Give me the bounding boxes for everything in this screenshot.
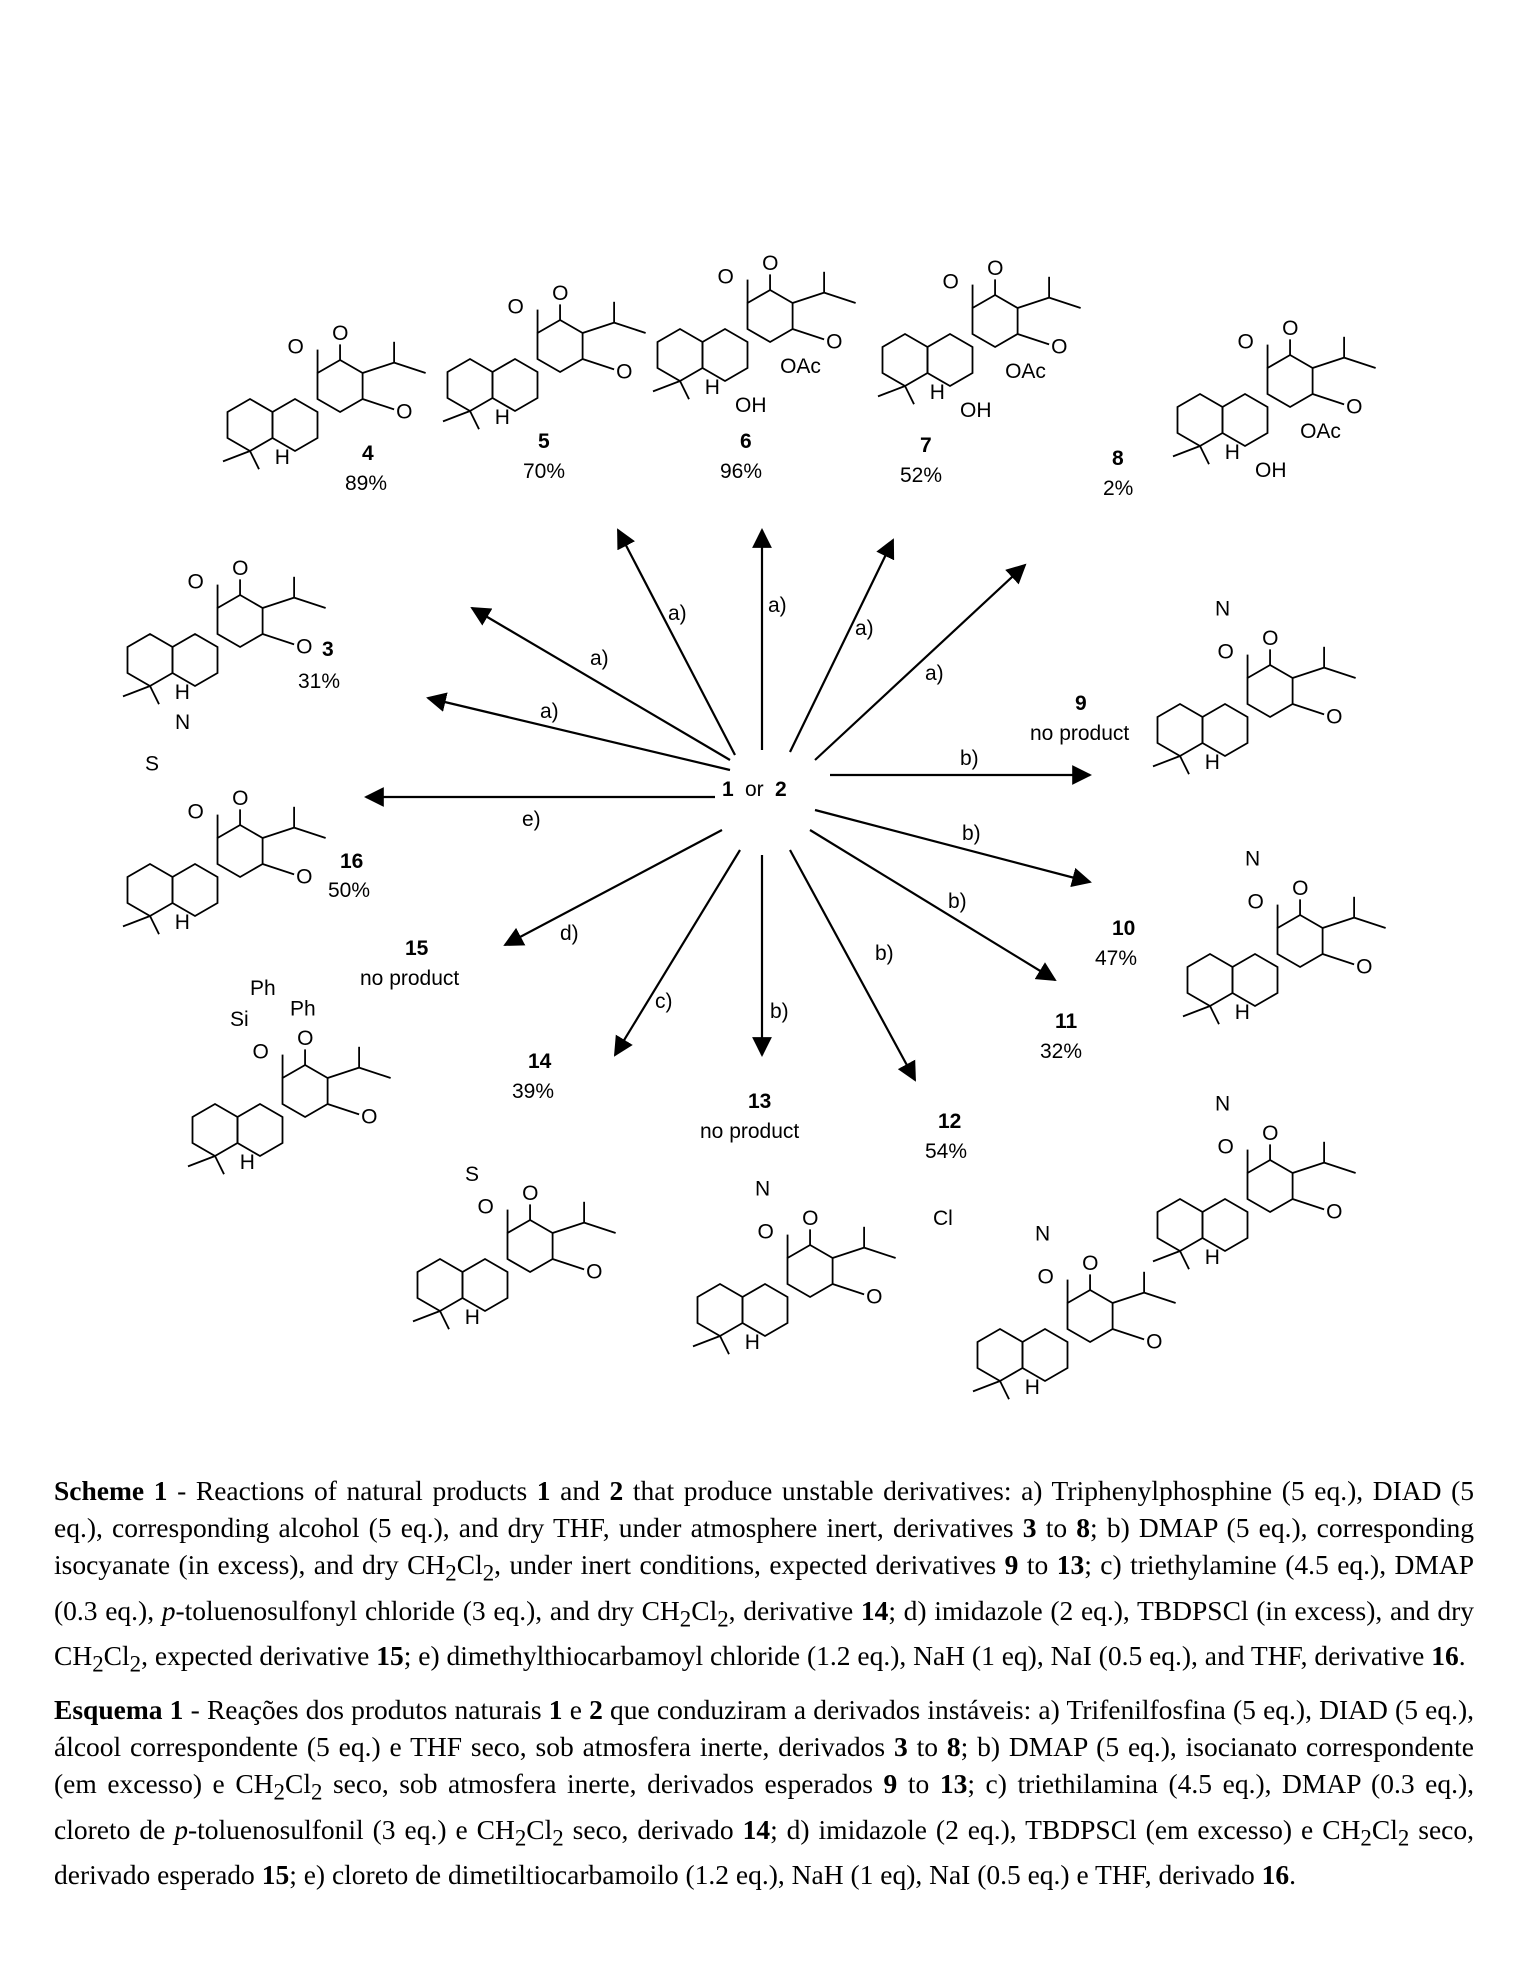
oxygen-label: O xyxy=(297,1026,314,1050)
nitrogen-label: N xyxy=(1245,847,1261,871)
label-16 xyxy=(328,850,370,902)
oxygen-label: O xyxy=(616,360,633,384)
svg-text:96%: 96% xyxy=(720,460,763,483)
phenyl-label: Ph xyxy=(290,997,316,1021)
hydrogen-label: H xyxy=(174,681,190,704)
sulfur-label: S xyxy=(465,1163,480,1186)
svg-text:13: 13 xyxy=(748,1090,772,1113)
structure-12 xyxy=(933,1207,1176,1399)
svg-text:10: 10 xyxy=(1112,917,1136,940)
nitrogen-label: N xyxy=(1215,1092,1231,1116)
nitrogen-label: N xyxy=(1035,1222,1051,1246)
reagent-labels xyxy=(522,594,981,1023)
arrow-to-8 xyxy=(815,565,1025,760)
label-12 xyxy=(925,1110,967,1163)
sulfur-label: S xyxy=(145,752,160,776)
oxygen-label: O xyxy=(1346,395,1363,419)
hydrogen-label: H xyxy=(174,911,190,934)
oxygen-label: O xyxy=(232,556,249,580)
oxygen-label: O xyxy=(866,1285,883,1309)
nitrogen-label: N xyxy=(755,1177,771,1201)
svg-text:7: 7 xyxy=(920,434,932,457)
chlorine-label: Cl xyxy=(932,1207,953,1230)
arrow-to-14 xyxy=(615,850,740,1055)
svg-text:52%: 52% xyxy=(900,464,943,487)
oxygen-label: O xyxy=(1326,705,1343,729)
svg-text:4: 4 xyxy=(362,442,374,465)
svg-text:5: 5 xyxy=(538,430,550,453)
caption-portuguese: Esquema 1 - Reações dos produtos naturais 1 e 2 que conduziram a derivados instáveis: a) Trifenilfosfina (5 eq.), DIAD (5 eq.), álcool correspondente (5 eq.) e THF seco, sob atmosfera inerte, derivados 3 to 8; b) DMAP (5 eq.), isocianato correspondente (em excesso) e $CH_2Cl_2$ seco, sob atmosfera inerte, derivados esperados 9 to 13; c) triethilamina (4.5 eq.), DMAP (0.3 eq.), cloreto de p-toluenosulfonil (3 eq.) e $CH_2Cl_2$ seco, derivado 14; d) imidazole (2 eq.), TBDPSCl (em excesso) e $CH_2Cl_2$ seco, derivado esperado 15; e) cloreto de dimetiltiocarbamoilo (1.2 eq.), NaH (1 eq), NaI (0.5 eq.) e THF, derivado 16. xyxy=(54,1694,1475,1890)
svg-text:16: 16 xyxy=(340,850,364,873)
arrow-to-12 xyxy=(790,850,915,1080)
oxygen-label: O xyxy=(1326,1200,1343,1224)
oxygen-label: O xyxy=(232,786,249,810)
acetate-label: OAc xyxy=(1300,420,1341,444)
svg-text:12: 12 xyxy=(938,1110,962,1133)
oxygen-label: O xyxy=(1292,876,1309,900)
structure-9 xyxy=(1153,598,1356,775)
nitrogen-label: N xyxy=(175,710,191,734)
svg-text:2%: 2% xyxy=(1103,477,1134,500)
structure-7 xyxy=(878,257,1081,422)
svg-text:15: 15 xyxy=(405,937,429,960)
hydrogen-label: H xyxy=(274,446,290,469)
svg-text:9: 9 xyxy=(1075,692,1087,715)
oxygen-label: O xyxy=(522,1181,539,1205)
svg-text:50%: 50% xyxy=(328,879,371,902)
oxygen-label: O xyxy=(1262,626,1279,650)
oxygen-label: O xyxy=(942,270,959,294)
acetate-label: OAc xyxy=(780,355,821,379)
structure-4 xyxy=(223,322,426,469)
svg-text:b): b) xyxy=(960,747,979,770)
oxygen-label: O xyxy=(187,570,204,594)
caption-english: Scheme 1 - Reactions of natural products 1 and 2 that produce unstable derivatives: a) Triphenylphosphine (5 eq.), DIAD (5 eq.), corresponding alcohol (5 eq.), and dry THF, under atmosphere inert, derivatives 3 to 8; b) DMAP (5 eq.), corresponding isocyanate (in excess), and dry $CH_2Cl_2$, under inert conditions, expected derivatives 9 to 13; c) triethylamine (4.5 eq.), DMAP (0.3 eq.), p-toluenosulfonyl chloride (3 eq.), and dry $CH_2Cl_2$, derivative 14; d) imidazole (2 eq.), TBDPSCl (in excess), and dry $CH_2Cl_2$, expected derivative 15; e) dimethylthiocarbamoyl chloride (1.2 eq.), NaH (1 eq), NaI (0.5 eq.), and THF, derivative 16. xyxy=(54,1475,1474,1677)
svg-text:31%: 31% xyxy=(298,670,341,693)
oxygen-label: O xyxy=(332,321,349,345)
svg-text:c): c) xyxy=(655,990,673,1013)
oxygen-label: O xyxy=(757,1220,774,1244)
svg-text:1: 1 xyxy=(722,778,734,801)
arrow-to-7 xyxy=(790,540,893,752)
oxygen-label: O xyxy=(987,256,1004,280)
oxygen-label: O xyxy=(1037,1265,1054,1289)
silicon-label: Si xyxy=(230,1008,249,1031)
oxygen-label: O xyxy=(762,251,779,275)
svg-text:8: 8 xyxy=(1112,447,1124,470)
hydrogen-label: H xyxy=(744,1331,760,1354)
oxygen-label: O xyxy=(1217,640,1234,664)
acetate-label: OAc xyxy=(1005,360,1046,384)
structure-3 xyxy=(123,557,326,704)
hydrogen-label: H xyxy=(239,1151,255,1174)
svg-text:70%: 70% xyxy=(523,460,566,483)
svg-text:no product: no product xyxy=(700,1120,800,1143)
oxygen-label: O xyxy=(287,335,304,359)
label-10 xyxy=(1095,917,1137,970)
oxygen-label: O xyxy=(826,330,843,354)
hydrogen-label: H xyxy=(494,406,510,429)
svg-text:39%: 39% xyxy=(512,1080,555,1103)
structure-11 xyxy=(1153,1093,1356,1270)
oxygen-label: O xyxy=(507,295,524,319)
hydrogen-label: H xyxy=(464,1306,480,1329)
arrow-to-15 xyxy=(505,830,722,945)
hydrogen-label: H xyxy=(1224,441,1240,464)
svg-text:14: 14 xyxy=(528,1050,552,1073)
structure-8 xyxy=(1173,317,1376,482)
oxygen-label: O xyxy=(586,1260,603,1284)
chemical-structures xyxy=(123,252,1386,1399)
hydroxyl-label: OH xyxy=(735,394,767,418)
arrow-to-11 xyxy=(810,830,1055,980)
oxygen-label: O xyxy=(296,865,313,889)
oxygen-label: O xyxy=(1237,330,1254,354)
svg-text:3: 3 xyxy=(322,638,334,661)
label-14 xyxy=(512,1050,554,1103)
nitrogen-label: N xyxy=(1215,597,1231,621)
svg-text:11: 11 xyxy=(1055,1010,1078,1033)
svg-text:54%: 54% xyxy=(925,1140,968,1163)
hydrogen-label: H xyxy=(1234,1001,1250,1024)
label-11 xyxy=(1040,1010,1082,1063)
svg-text:89%: 89% xyxy=(345,472,388,495)
svg-text:47%: 47% xyxy=(1095,947,1138,970)
label-8 xyxy=(1103,447,1133,500)
svg-text:a): a) xyxy=(590,647,609,670)
svg-text:2: 2 xyxy=(775,778,787,801)
hydrogen-label: H xyxy=(1204,751,1220,774)
label-13 xyxy=(700,1090,799,1143)
label-6 xyxy=(720,430,762,483)
hydrogen-label: H xyxy=(1024,1376,1040,1399)
structure-14 xyxy=(413,1163,616,1329)
svg-text:a): a) xyxy=(855,617,874,640)
svg-text:no product: no product xyxy=(1030,722,1130,745)
center-label xyxy=(722,778,787,801)
phenyl-label: Ph xyxy=(250,976,276,1000)
arrow-to-4 xyxy=(472,608,730,760)
svg-text:b): b) xyxy=(875,942,894,965)
structure-16 xyxy=(123,711,326,934)
oxygen-label: O xyxy=(1262,1121,1279,1145)
oxygen-label: O xyxy=(477,1195,494,1219)
structure-5 xyxy=(443,282,646,429)
oxygen-label: O xyxy=(1247,890,1264,914)
oxygen-label: O xyxy=(396,400,413,424)
hydroxyl-label: OH xyxy=(960,399,992,423)
label-5 xyxy=(523,430,565,483)
label-9 xyxy=(1030,692,1129,745)
svg-text:a): a) xyxy=(540,700,559,723)
oxygen-label: O xyxy=(252,1040,269,1064)
hydrogen-label: H xyxy=(1204,1246,1220,1269)
oxygen-label: O xyxy=(1082,1251,1099,1275)
oxygen-label: O xyxy=(1051,335,1068,359)
structure-10 xyxy=(1183,848,1386,1025)
oxygen-label: O xyxy=(802,1206,819,1230)
svg-text:6: 6 xyxy=(740,430,752,453)
svg-text:32%: 32% xyxy=(1040,1040,1083,1063)
svg-text:b): b) xyxy=(948,890,967,913)
svg-text:no product: no product xyxy=(360,967,460,990)
svg-text:b): b) xyxy=(770,1000,789,1023)
label-15 xyxy=(360,937,459,990)
svg-text:b): b) xyxy=(962,822,981,845)
hydrogen-label: H xyxy=(704,376,720,399)
svg-text:a): a) xyxy=(668,602,687,625)
oxygen-label: O xyxy=(717,265,734,289)
svg-text:a): a) xyxy=(925,662,944,685)
arrow-to-5 xyxy=(618,530,735,755)
label-7 xyxy=(900,434,942,487)
oxygen-label: O xyxy=(1282,316,1299,340)
reaction-arrows xyxy=(366,530,1090,1080)
hydroxyl-label: OH xyxy=(1255,459,1287,483)
svg-text:a): a) xyxy=(768,594,787,617)
oxygen-label: O xyxy=(187,800,204,824)
oxygen-label: O xyxy=(296,635,313,659)
oxygen-label: O xyxy=(552,281,569,305)
structure-13 xyxy=(693,1178,896,1355)
structure-15 xyxy=(188,977,391,1174)
svg-text:e): e) xyxy=(522,808,541,831)
arrow-to-10 xyxy=(815,810,1090,882)
hydrogen-label: H xyxy=(929,381,945,404)
label-4 xyxy=(345,442,387,495)
structure-6 xyxy=(653,252,856,417)
oxygen-label: O xyxy=(1146,1330,1163,1354)
oxygen-label: O xyxy=(1356,955,1373,979)
svg-text:d): d) xyxy=(560,922,579,945)
oxygen-label: O xyxy=(361,1105,378,1129)
svg-text:or: or xyxy=(745,778,764,801)
oxygen-label: O xyxy=(1217,1135,1234,1159)
